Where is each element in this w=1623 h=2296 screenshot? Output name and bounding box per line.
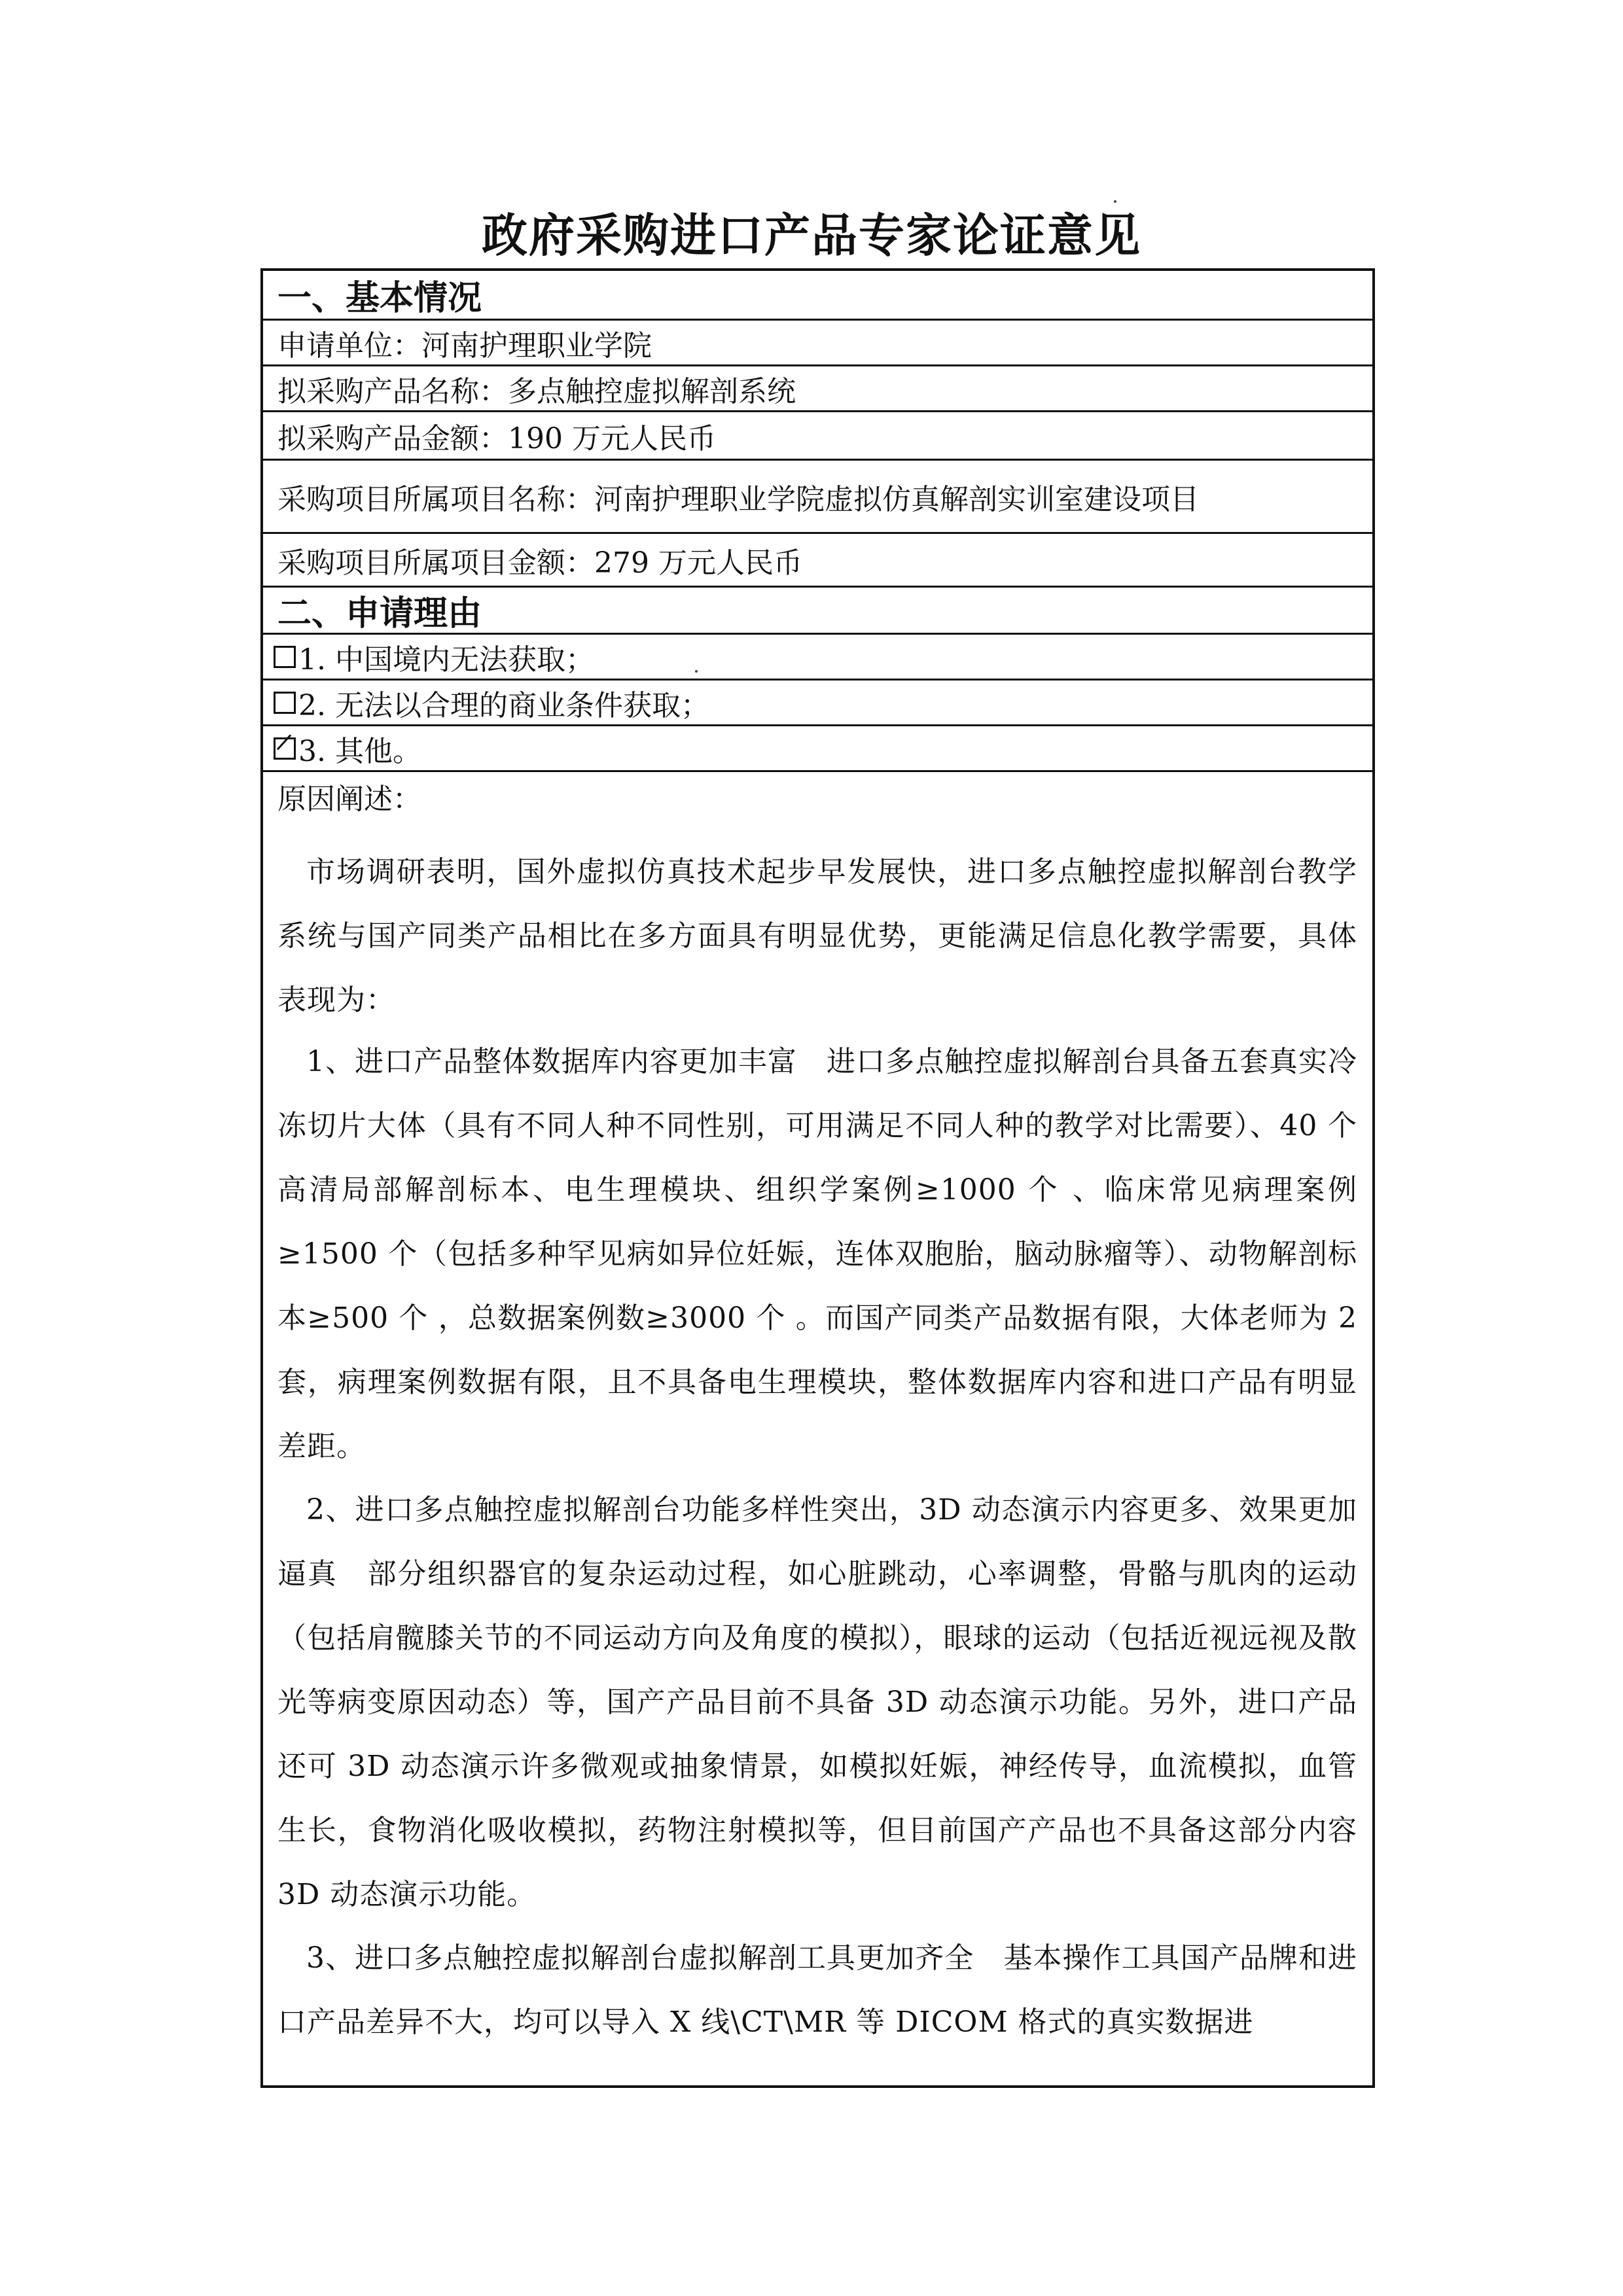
option-label: 3. 其他。 — [298, 734, 421, 768]
checkbox-unchecked-icon[interactable] — [274, 646, 296, 668]
option-row-3 — [263, 726, 1372, 772]
product-name-text: 拟采购产品名称：多点触控虚拟解剖系统 — [277, 374, 796, 408]
section-reason-heading — [263, 588, 1372, 635]
project-name-row — [263, 461, 1372, 534]
reason-paragraph: 2、进口多点触控虚拟解剖台功能多样性突出，3D 动态演示内容更多、效果更加逼真 部分组织器官的复杂运动过程，如心脏跳动，心率调整，骨骼与肌肉的运动（包括肩髋膝关节的不同运动方向及角度的模拟），眼球的运动（包括近视远视及散光等病变原因动态）等，国产产品目前不具备 3D 动态演示功能。另外，进口产品还可 3D 动态演示许多微观或抽象情景，如模拟妊娠，神经传导，血流模拟，血管生长，食物消化吸收模拟，药物注射模拟等，但目前国产产品也不具备这部分内容 3D 动态演示功能。 — [277, 1493, 1357, 1911]
section-heading-text: 一、基本情况 — [277, 279, 482, 318]
option-label: 2. 无法以合理的商业条件获取； — [298, 688, 709, 722]
project-amount-text: 采购项目所属项目金额：279 万元人民币 — [277, 546, 802, 580]
form-table — [260, 268, 1375, 2088]
section-basic-info-heading — [263, 271, 1372, 321]
checkbox-unchecked-icon[interactable] — [274, 692, 296, 714]
reason-section — [277, 772, 1357, 831]
section-heading-text: 二、申请理由 — [277, 594, 482, 633]
project-name-text: 采购项目所属项目名称：河南护理职业学院虚拟仿真解剖实训室建设项目 — [277, 482, 1199, 516]
applicant-row — [263, 321, 1372, 366]
reason-paragraph: 1、进口产品整体数据库内容更加丰富 进口多点触控虚拟解剖台具备五套真实冷冻切片大体（具有不同人种不同性别，可用满足不同人种的教学对比需要）、40 个高清局部解剖标本、电生理模块、组织学案例≥1000 个 、临床常见病理案例≥1500 个（包括多种罕见病如异位妊娠，连体双胞胎，脑动脉瘤等）、动物解剖标本≥500 个 ，总数据案例数≥3000 个 。而国产同类产品数据有限，大体老师为 2 套，病理案例数据有限，且不具备电生理模块，整体数据库内容和进口产品有明显差距。 — [277, 1045, 1357, 1463]
scan-speck — [1114, 200, 1116, 203]
product-amount-row — [263, 412, 1372, 461]
option-row-1 — [263, 635, 1372, 680]
reason-paragraph: 3、进口多点触控虚拟解剖台虚拟解剖工具更加齐全 基本操作工具国产品牌和进口产品差异不大，均可以导入 X 线\CT\MR 等 DICOM 格式的真实数据进 — [277, 1941, 1357, 2039]
option-row-2 — [263, 680, 1372, 726]
option-label: 1. 中国境内无法获取； — [298, 643, 594, 677]
reason-paragraph: 市场调研表明，国外虚拟仿真技术起步早发展快，进口多点触控虚拟解剖台教学系统与国产同类产品相比在多方面具有明显优势，更能满足信息化教学需要，具体表现为： — [277, 855, 1357, 1017]
checkbox-checked-icon[interactable] — [274, 737, 296, 760]
product-name-row — [263, 366, 1372, 412]
applicant-text: 申请单位：河南护理职业学院 — [277, 328, 652, 362]
reason-label: 原因阐述： — [277, 783, 421, 816]
project-amount-row — [263, 534, 1372, 588]
product-amount-text: 拟采购产品金额：190 万元人民币 — [277, 421, 716, 455]
document-title: 政府采购进口产品专家论证意见 — [482, 208, 1141, 262]
